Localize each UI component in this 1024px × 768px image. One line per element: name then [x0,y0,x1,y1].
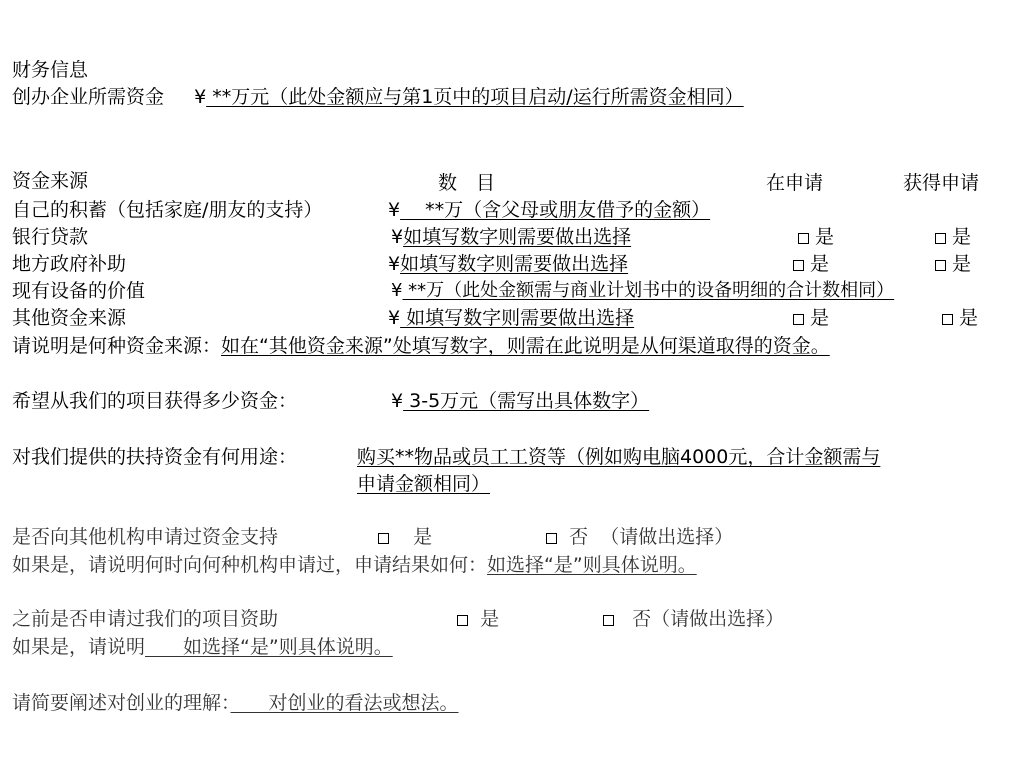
usage-value-line2[interactable]: 申请金额相同） [357,473,491,495]
other-org-no-option[interactable] [546,526,733,548]
expected-funds-amount[interactable] [391,390,649,412]
savings-value[interactable]: **万（含父母或朋友借予的金额） [400,199,711,221]
expected-funds-value[interactable]: 3-5万元（需写出具体数字） [403,390,650,412]
checkbox-icon[interactable] [793,260,804,271]
sources-title: 资金来源 [12,170,89,192]
checkbox-icon[interactable] [935,233,946,244]
option-label: 是 [413,526,433,548]
usage-label: 对我们提供的扶持资金有何用途： [12,446,298,468]
bank-loan-obtained-option[interactable] [935,226,971,248]
currency-symbol: ¥ [194,86,207,108]
col-obtained-header: 获得申请 [903,172,980,194]
savings-label: 自己的积蓄（包括家庭/朋友的支持） [12,199,323,221]
our-project-question: 之前是否申请过我们的项目资助 [12,608,279,630]
explain-source-row [12,335,830,357]
checkbox-icon[interactable] [457,615,468,626]
checkbox-icon[interactable] [942,314,953,325]
startup-funds-row [12,86,744,108]
checkbox-icon[interactable] [935,260,946,271]
other-org-followup-value[interactable]: 如选择“是”则具体说明。 [487,554,697,576]
bank-loan-amount[interactable] [391,226,631,248]
checkbox-icon[interactable] [793,314,804,325]
equipment-value[interactable]: **万（此处金额需与商业计划书中的设备明细的合计数相同） [402,280,895,301]
currency-symbol: ¥ [388,199,401,221]
option-label: 否 [569,526,589,548]
other-source-obtained-option[interactable] [942,307,978,329]
our-project-followup-row [12,636,393,658]
option-label: 是 [952,226,972,248]
explain-source-label: 请说明是何种资金来源： [12,335,222,357]
other-source-label: 其他资金来源 [12,307,127,329]
understanding-label: 请简要阐述对创业的理解： [12,692,231,714]
checkbox-icon[interactable] [603,615,614,626]
savings-amount[interactable] [388,199,710,221]
currency-symbol: ¥ [391,390,404,412]
section-title: 财务信息 [12,59,89,81]
other-source-value[interactable]: 如填写数字则需要做出选择 [400,307,635,329]
currency-symbol: ¥ [391,226,404,248]
checkbox-icon[interactable] [546,533,557,544]
col-applying-header: 在申请 [766,172,824,194]
understanding-value[interactable]: 对创业的看法或想法。 [230,692,459,714]
explain-source-value[interactable]: 如在“其他资金来源”处填写数字，则需在此说明是从何渠道取得的资金。 [221,335,830,357]
currency-symbol: ¥ [388,307,401,329]
bank-loan-value[interactable]: 如填写数字则需要做出选择 [403,226,632,248]
expected-funds-label: 希望从我们的项目获得多少资金： [12,390,298,412]
startup-funds-label: 创办企业所需资金 [12,86,165,108]
selection-note: （请做出选择） [600,526,734,548]
checkbox-icon[interactable] [798,233,809,244]
checkbox-icon[interactable] [378,533,389,544]
usage-value-line1[interactable]: 购买**物品或员工工资等（例如购电脑4000元，合计金额需与 [357,446,881,468]
our-project-followup-label: 如果是，请说明 [12,636,146,658]
option-label: 是 [480,608,500,630]
other-org-followup-label: 如果是，请说明何时向何种机构申请过，申请结果如何： [12,554,488,576]
understanding-row [12,692,459,714]
other-org-yes-option[interactable] [378,526,432,548]
option-label: 是 [815,226,835,248]
currency-symbol: ¥ [388,253,401,275]
col-amount-header: 数 目 [438,172,496,194]
other-org-question: 是否向其他机构申请过资金支持 [12,526,279,548]
bank-loan-applying-option[interactable] [798,226,834,248]
our-project-no-option[interactable] [603,608,784,630]
other-org-followup-row [12,554,697,576]
currency-symbol: ¥ [391,280,403,301]
gov-subsidy-label: 地方政府补助 [12,253,127,275]
startup-funds-value[interactable]: **万元（此处金额应与第1页中的项目启动/运行所需资金相同） [206,86,744,108]
gov-subsidy-value[interactable]: 如填写数字则需要做出选择 [400,253,629,275]
other-source-applying-option[interactable] [793,307,829,329]
our-project-followup-value[interactable]: 如选择“是”则具体说明。 [145,636,393,658]
gov-subsidy-applying-option[interactable] [793,253,829,275]
bank-loan-label: 银行贷款 [12,226,89,248]
option-label: 否（请做出选择） [632,608,785,630]
option-label: 是 [959,307,979,329]
other-source-amount[interactable] [388,307,634,329]
gov-subsidy-obtained-option[interactable] [935,253,971,275]
option-label: 是 [810,253,830,275]
option-label: 是 [810,307,830,329]
equipment-amount[interactable] [391,280,894,302]
our-project-yes-option[interactable] [457,608,499,630]
option-label: 是 [952,253,972,275]
equipment-label: 现有设备的价值 [12,280,146,302]
gov-subsidy-amount[interactable] [388,253,628,275]
